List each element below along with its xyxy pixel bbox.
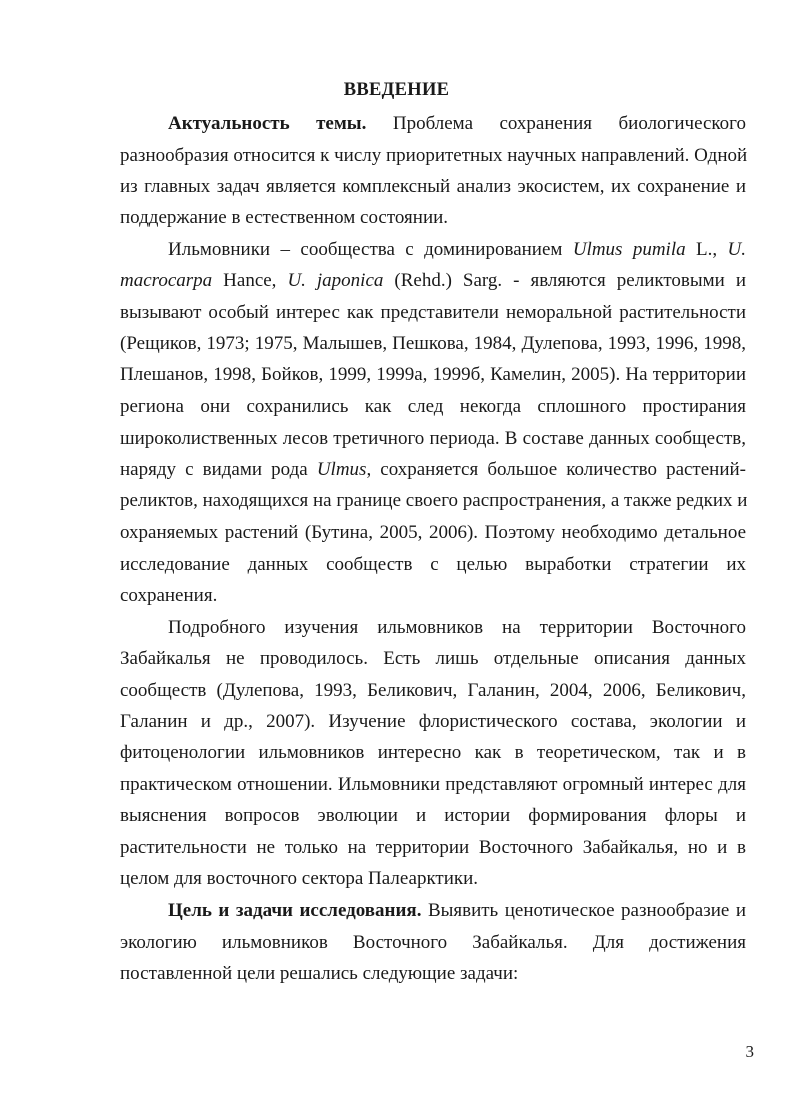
- text-run: Плешанов, 1998, Бойков, 1999, 1999а, 1999б, Камелин, 2005). На территории: [120, 364, 746, 385]
- text-line: [168, 616, 746, 640]
- text-line: [120, 647, 746, 671]
- text-run: Подробного изучения ильмовников на территории Восточного: [168, 617, 746, 638]
- text-run: (Рещиков, 1973; 1975, Малышев, Пешкова, 1984, Дулепова, 1993, 1996, 1998,: [120, 333, 746, 354]
- text-run: практическом отношении. Ильмовники представляют огромный интерес для: [120, 774, 746, 795]
- text-run: вызывают особый интерес как представители неморальной растительности: [120, 302, 746, 323]
- text-line: [120, 175, 746, 199]
- bold-run: Актуальность темы.: [168, 113, 367, 134]
- text-line: [120, 489, 746, 513]
- text-line: [120, 679, 746, 703]
- text-run: поддержание в естественном состоянии.: [120, 207, 449, 228]
- text-line: [168, 112, 746, 136]
- text-run: сохранения.: [120, 585, 218, 606]
- text-run: исследование данных сообществ с целью выработки стратегии их: [120, 554, 746, 575]
- text-run: , сохраняется большое количество растений-: [366, 459, 746, 480]
- text-line: [120, 962, 746, 986]
- italic-run: macrocarpa: [120, 270, 213, 291]
- text-line: [120, 804, 746, 828]
- text-line: [120, 521, 746, 545]
- text-line: [120, 553, 746, 577]
- text-run: наряду с видами рода: [120, 459, 317, 480]
- text-run: Выявить ценотическое разнообразие и: [421, 900, 746, 921]
- text-run: охраняемых растений (Бутина, 2005, 2006). Поэтому необходимо детальное: [120, 522, 746, 543]
- text-run: разнообразия относится к числу приоритетных научных направлений. Одной: [120, 145, 748, 166]
- text-line: [120, 269, 746, 293]
- text-line: [120, 836, 746, 860]
- text-run: сообществ (Дулепова, 1993, Беликович, Галанин, 2004, 2006, Беликович,: [120, 680, 746, 701]
- text-line: [120, 144, 746, 168]
- text-line: [120, 332, 746, 356]
- text-run: поставленной цели решались следующие задачи:: [120, 963, 519, 984]
- text-line: [120, 395, 746, 419]
- italic-run: U.: [727, 239, 746, 260]
- text-run: реликтов, находящихся на границе своего распространения, а также редких и: [120, 490, 748, 511]
- text-run: экологию ильмовников Восточного Забайкалья. Для достижения: [120, 932, 746, 953]
- page-number: 3: [745, 1042, 754, 1061]
- text-run: Hance,: [212, 270, 288, 291]
- text-run: L.,: [685, 239, 728, 260]
- text-run: фитоценологии ильмовников интересно как в теоретическом, так и в: [120, 742, 746, 763]
- section-heading: ВВЕДЕНИЕ: [343, 80, 450, 100]
- italic-run: Ulmus pumila: [572, 239, 686, 260]
- text-line: [120, 741, 746, 765]
- text-line: [120, 458, 746, 482]
- text-line: [120, 427, 746, 451]
- text-line: [168, 899, 746, 923]
- text-run: региона они сохранились как след некогда сплошного простирания: [120, 396, 746, 417]
- italic-run: U. japonica: [287, 270, 384, 291]
- text-run: Проблема сохранения биологического: [366, 113, 746, 134]
- text-line: [120, 710, 746, 734]
- italic-run: Ulmus: [316, 459, 367, 480]
- text-line: [168, 238, 746, 262]
- text-line: [120, 363, 746, 387]
- text-line: [120, 773, 746, 797]
- text-run: целом для восточного сектора Палеарктики.: [120, 868, 479, 889]
- text-run: широколиственных лесов третичного периода. В составе данных сообществ,: [120, 428, 746, 449]
- text-run: Забайкалья не проводилось. Есть лишь отдельные описания данных: [120, 648, 746, 669]
- text-run: растительности не только на территории Восточного Забайкалья, но и в: [120, 837, 746, 858]
- text-line: [120, 931, 746, 955]
- text-run: из главных задач является комплексный анализ экосистем, их сохранение и: [120, 176, 746, 197]
- text-run: Ильмовники – сообщества с доминированием: [168, 239, 573, 260]
- text-line: [120, 206, 746, 230]
- bold-run: Цель и задачи исследования.: [168, 900, 422, 921]
- text-run: выяснения вопросов эволюции и истории формирования флоры и: [120, 805, 746, 826]
- text-run: (Rehd.) Sarg. - являются реликтовыми и: [383, 270, 746, 291]
- text-run: Галанин и др., 2007). Изучение флористического состава, экологии и: [120, 711, 746, 732]
- text-line: [120, 584, 746, 608]
- text-line: [120, 867, 746, 891]
- text-line: [120, 301, 746, 325]
